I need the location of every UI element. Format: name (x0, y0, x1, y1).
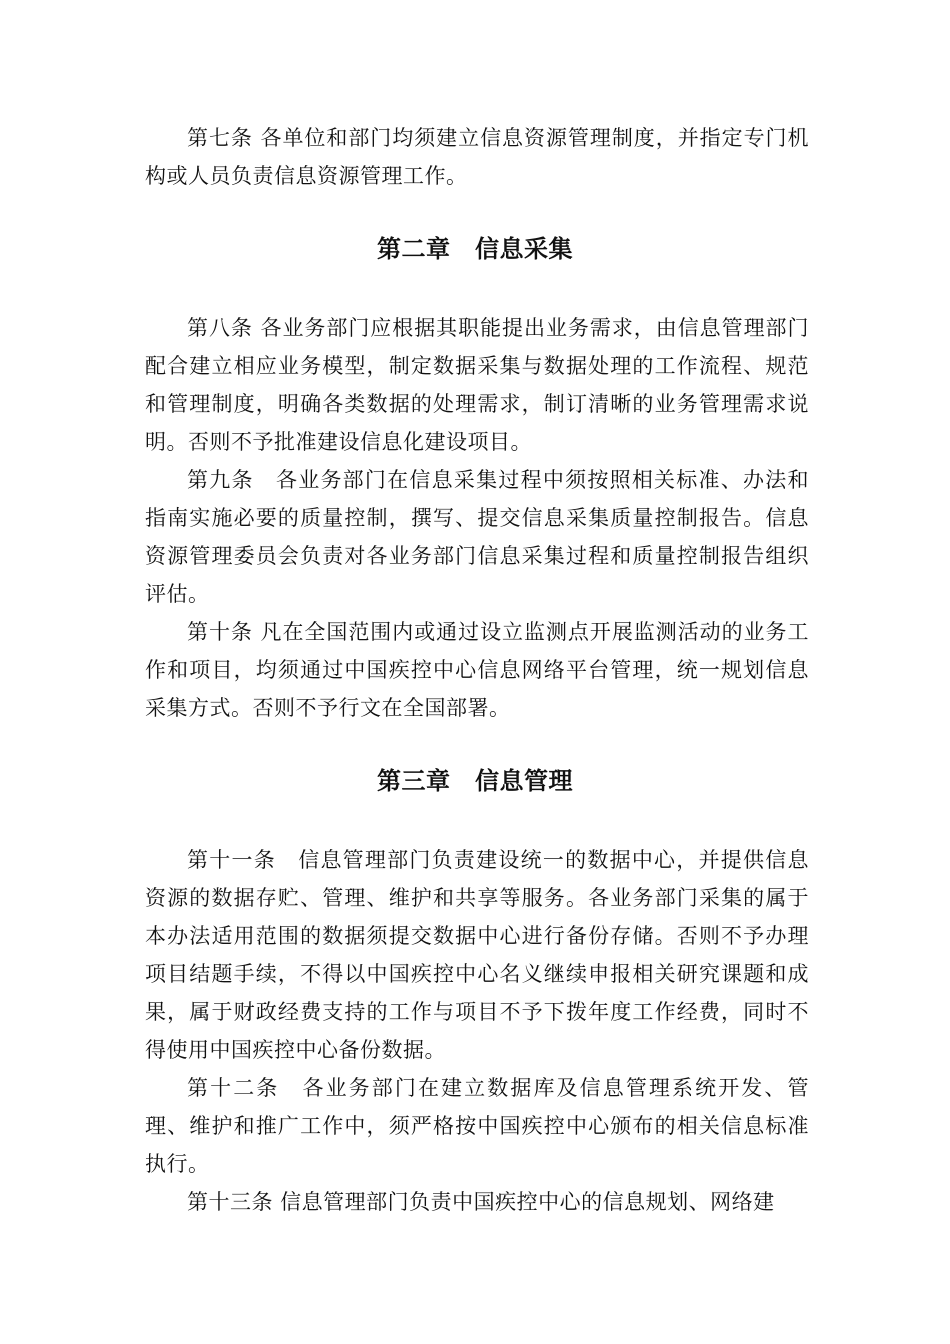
article-10-paragraph: 第十条 凡在全国范围内或通过设立监测点开展监测活动的业务工作和项目，均须通过中国疾控中心信息网络平台管理，统一规划信息采集方式。否则不予行文在全国部署。 (145, 620, 809, 720)
chapter-3-heading: 第三章 信息管理 (377, 767, 573, 795)
article-12-paragraph: 第十二条 各业务部门在建立数据库及信息管理系统开发、管理、维护和推广工作中，须严格按中国疾控中心颁布的相关信息标准执行。 (145, 1076, 809, 1176)
article-11-paragraph: 第十一条 信息管理部门负责建设统一的数据中心，并提供信息资源的数据存贮、管理、维护和共享等服务。各业务部门采集的属于本办法适用范围的数据须提交数据中心进行备份存储。否则不予办理项目结题手续，不得以中国疾控中心名义继续申报相关研究课题和成果，属于财政经费支持的工作与项目不予下拨年度工作经费，同时不得使用中国疾控中心备份数据。 (145, 848, 809, 1062)
article-8-paragraph: 第八条 各业务部门应根据其职能提出业务需求，由信息管理部门配合建立相应业务模型，制定数据采集与数据处理的工作流程、规范和管理制度，明确各类数据的处理需求，制订清晰的业务管理需求说明。否则不予批准建设信息化建设项目。 (145, 316, 809, 454)
article-13-paragraph: 第十三条 信息管理部门负责中国疾控中心的信息规划、网络建 (187, 1190, 775, 1214)
article-9-paragraph: 第九条 各业务部门在信息采集过程中须按照相关标准、办法和指南实施必要的质量控制，撰写、提交信息采集质量控制报告。信息资源管理委员会负责对各业务部门信息采集过程和质量控制报告组织评估。 (145, 468, 809, 606)
chapter-2-heading: 第二章 信息采集 (377, 235, 573, 263)
article-7-paragraph: 第七条 各单位和部门均须建立信息资源管理制度，并指定专门机构或人员负责信息资源管理工作。 (145, 126, 809, 188)
